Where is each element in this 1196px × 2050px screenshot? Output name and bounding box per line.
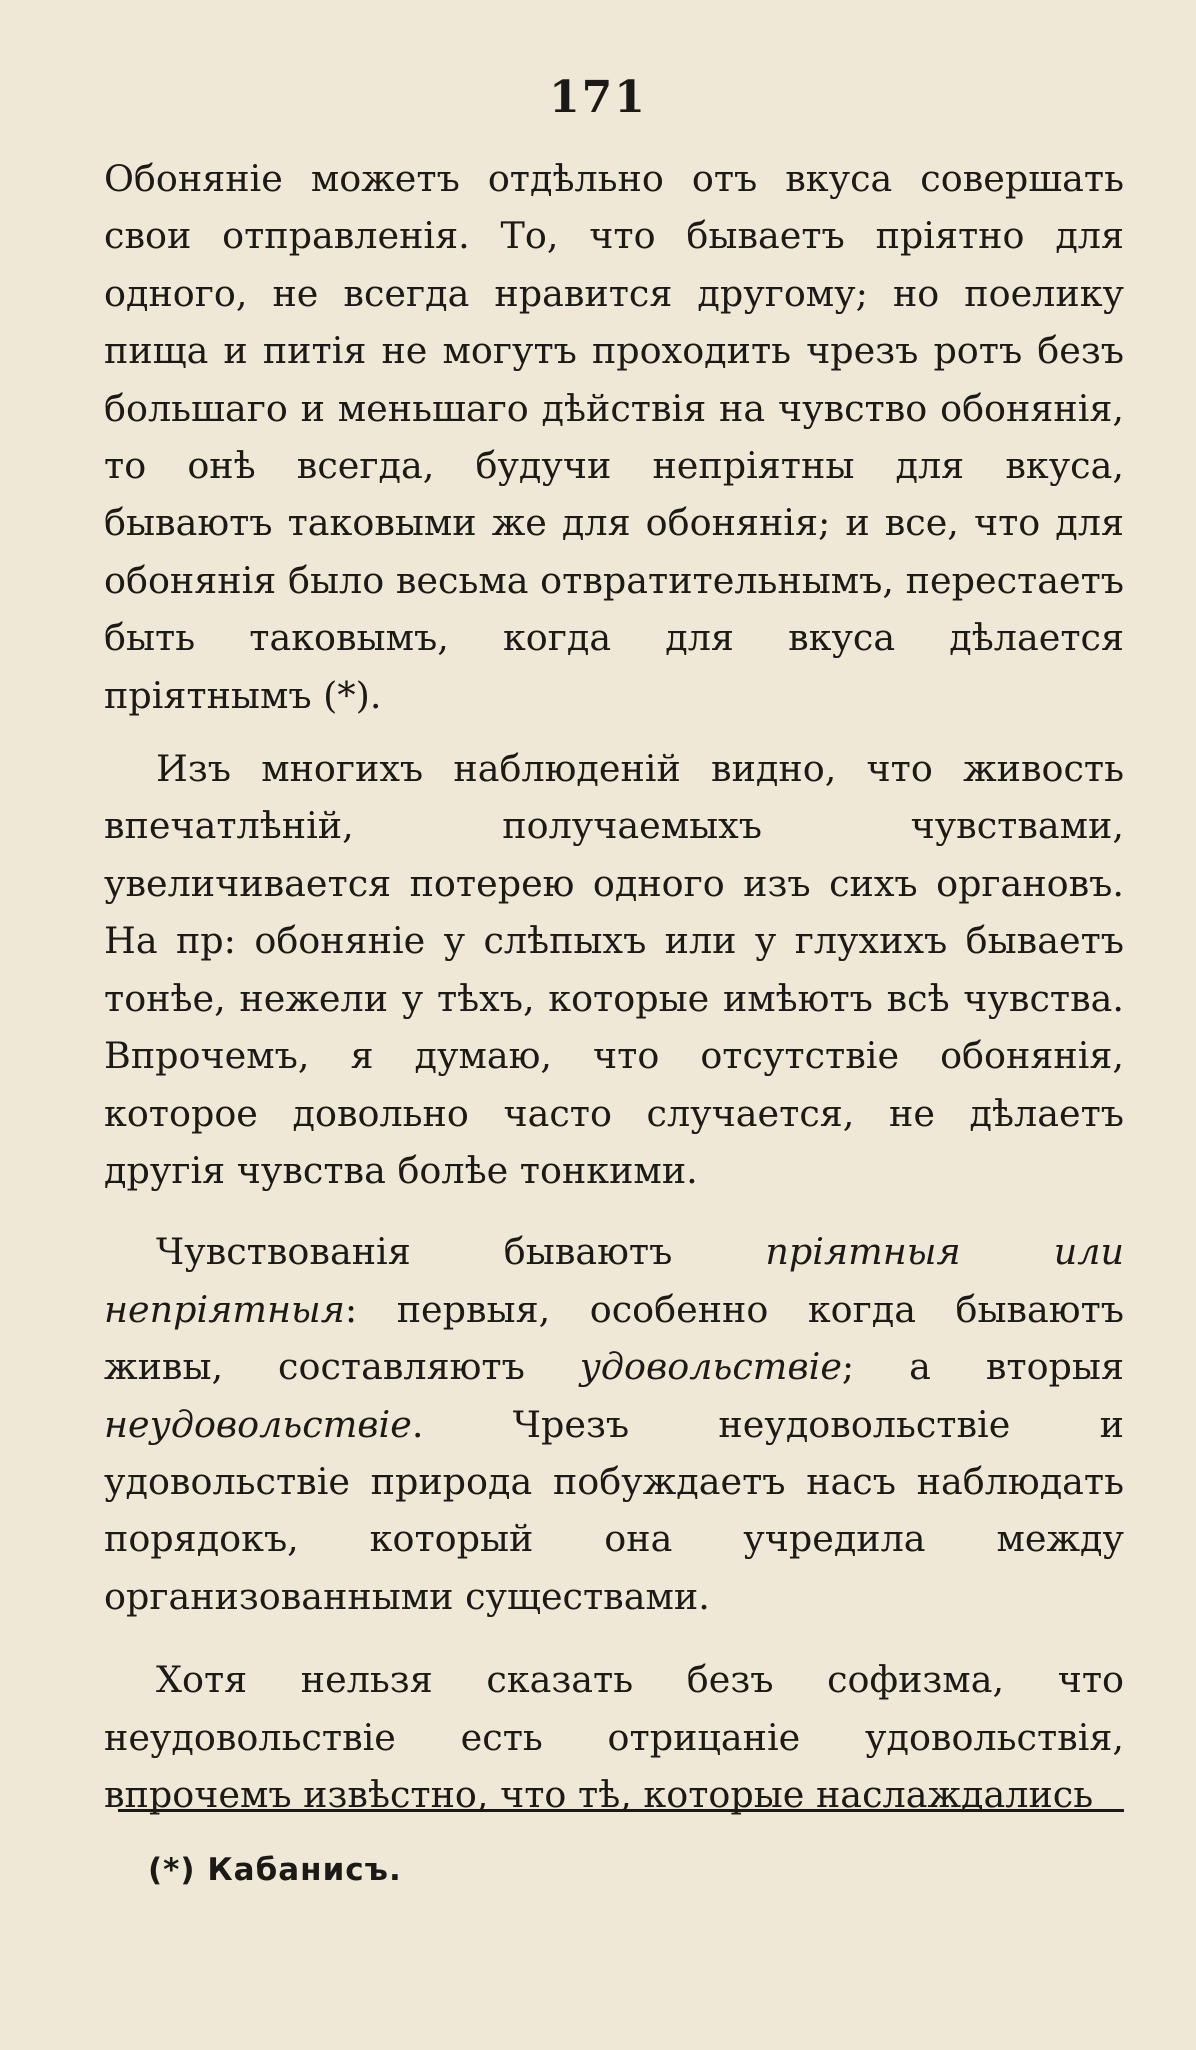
paragraph-senses-loss: Изъ многихъ наблюденій видно, что живость впечатлѣній, получаемыхъ чувствами, увеличивается потерею одного изъ сихъ органовъ. На пр: обоняніе у слѣпыхъ или у глухихъ бываетъ тонѣе, нежели у тѣхъ, которые имѣютъ всѣ чувства. Впрочемъ, я думаю, что отсутствіе обонянія, которое довольно часто случается, не дѣлаетъ другія чувства болѣе тонкими.: [104, 747, 1124, 1192]
feelings-italic-displeasure: неудовольствіе: [104, 1402, 412, 1446]
feelings-text-4: . Чрезъ неудовольствіе и удовольствіе природа побуждаетъ насъ наблюдать порядокъ, который она учредила между организованными существами.: [104, 1402, 1124, 1618]
paragraph-smell-taste: Обоняніе можетъ отдѣльно отъ вкуса совершать свои отправленія. То, что бываетъ пріятно для одного, не всегда нравится другому; но поелику пища и питія не могутъ проходить чрезъ ротъ безъ большаго и меньшаго дѣйствія на чувство обонянія, то онѣ всегда, будучи непріятны для вкуса, бываютъ таковыми же для обонянія; и все, что для обонянія было весьма отвратительнымъ, перестаетъ быть таковымъ, когда для вкуса дѣлается пріятнымъ (*).: [104, 157, 1124, 717]
body-text: [104, 150, 1124, 1837]
feelings-text-1: Чувствованія бываютъ: [156, 1230, 766, 1274]
paragraph-sophism: Хотя нельзя сказать безъ софизма, что неудовольствіе есть отрицаніе удовольствія, впрочемъ извѣстно, что тѣ, которые наслаждались: [104, 1658, 1124, 1816]
footnote: (*) Кабанисъ.: [148, 1852, 402, 1888]
feelings-text-2: : первыя, особенно когда бываютъ живы, составляютъ: [104, 1287, 1124, 1389]
feelings-italic-pleasant: пріятныя или непріятныя: [104, 1230, 1124, 1331]
feelings-italic-pleasure: удовольствіе: [579, 1345, 842, 1389]
feelings-text-3: ; а вторыя: [841, 1345, 1124, 1389]
footnote-divider: [118, 1809, 1124, 1812]
paragraph-feelings: [104, 1223, 1124, 1625]
page-number: 171: [549, 72, 647, 123]
